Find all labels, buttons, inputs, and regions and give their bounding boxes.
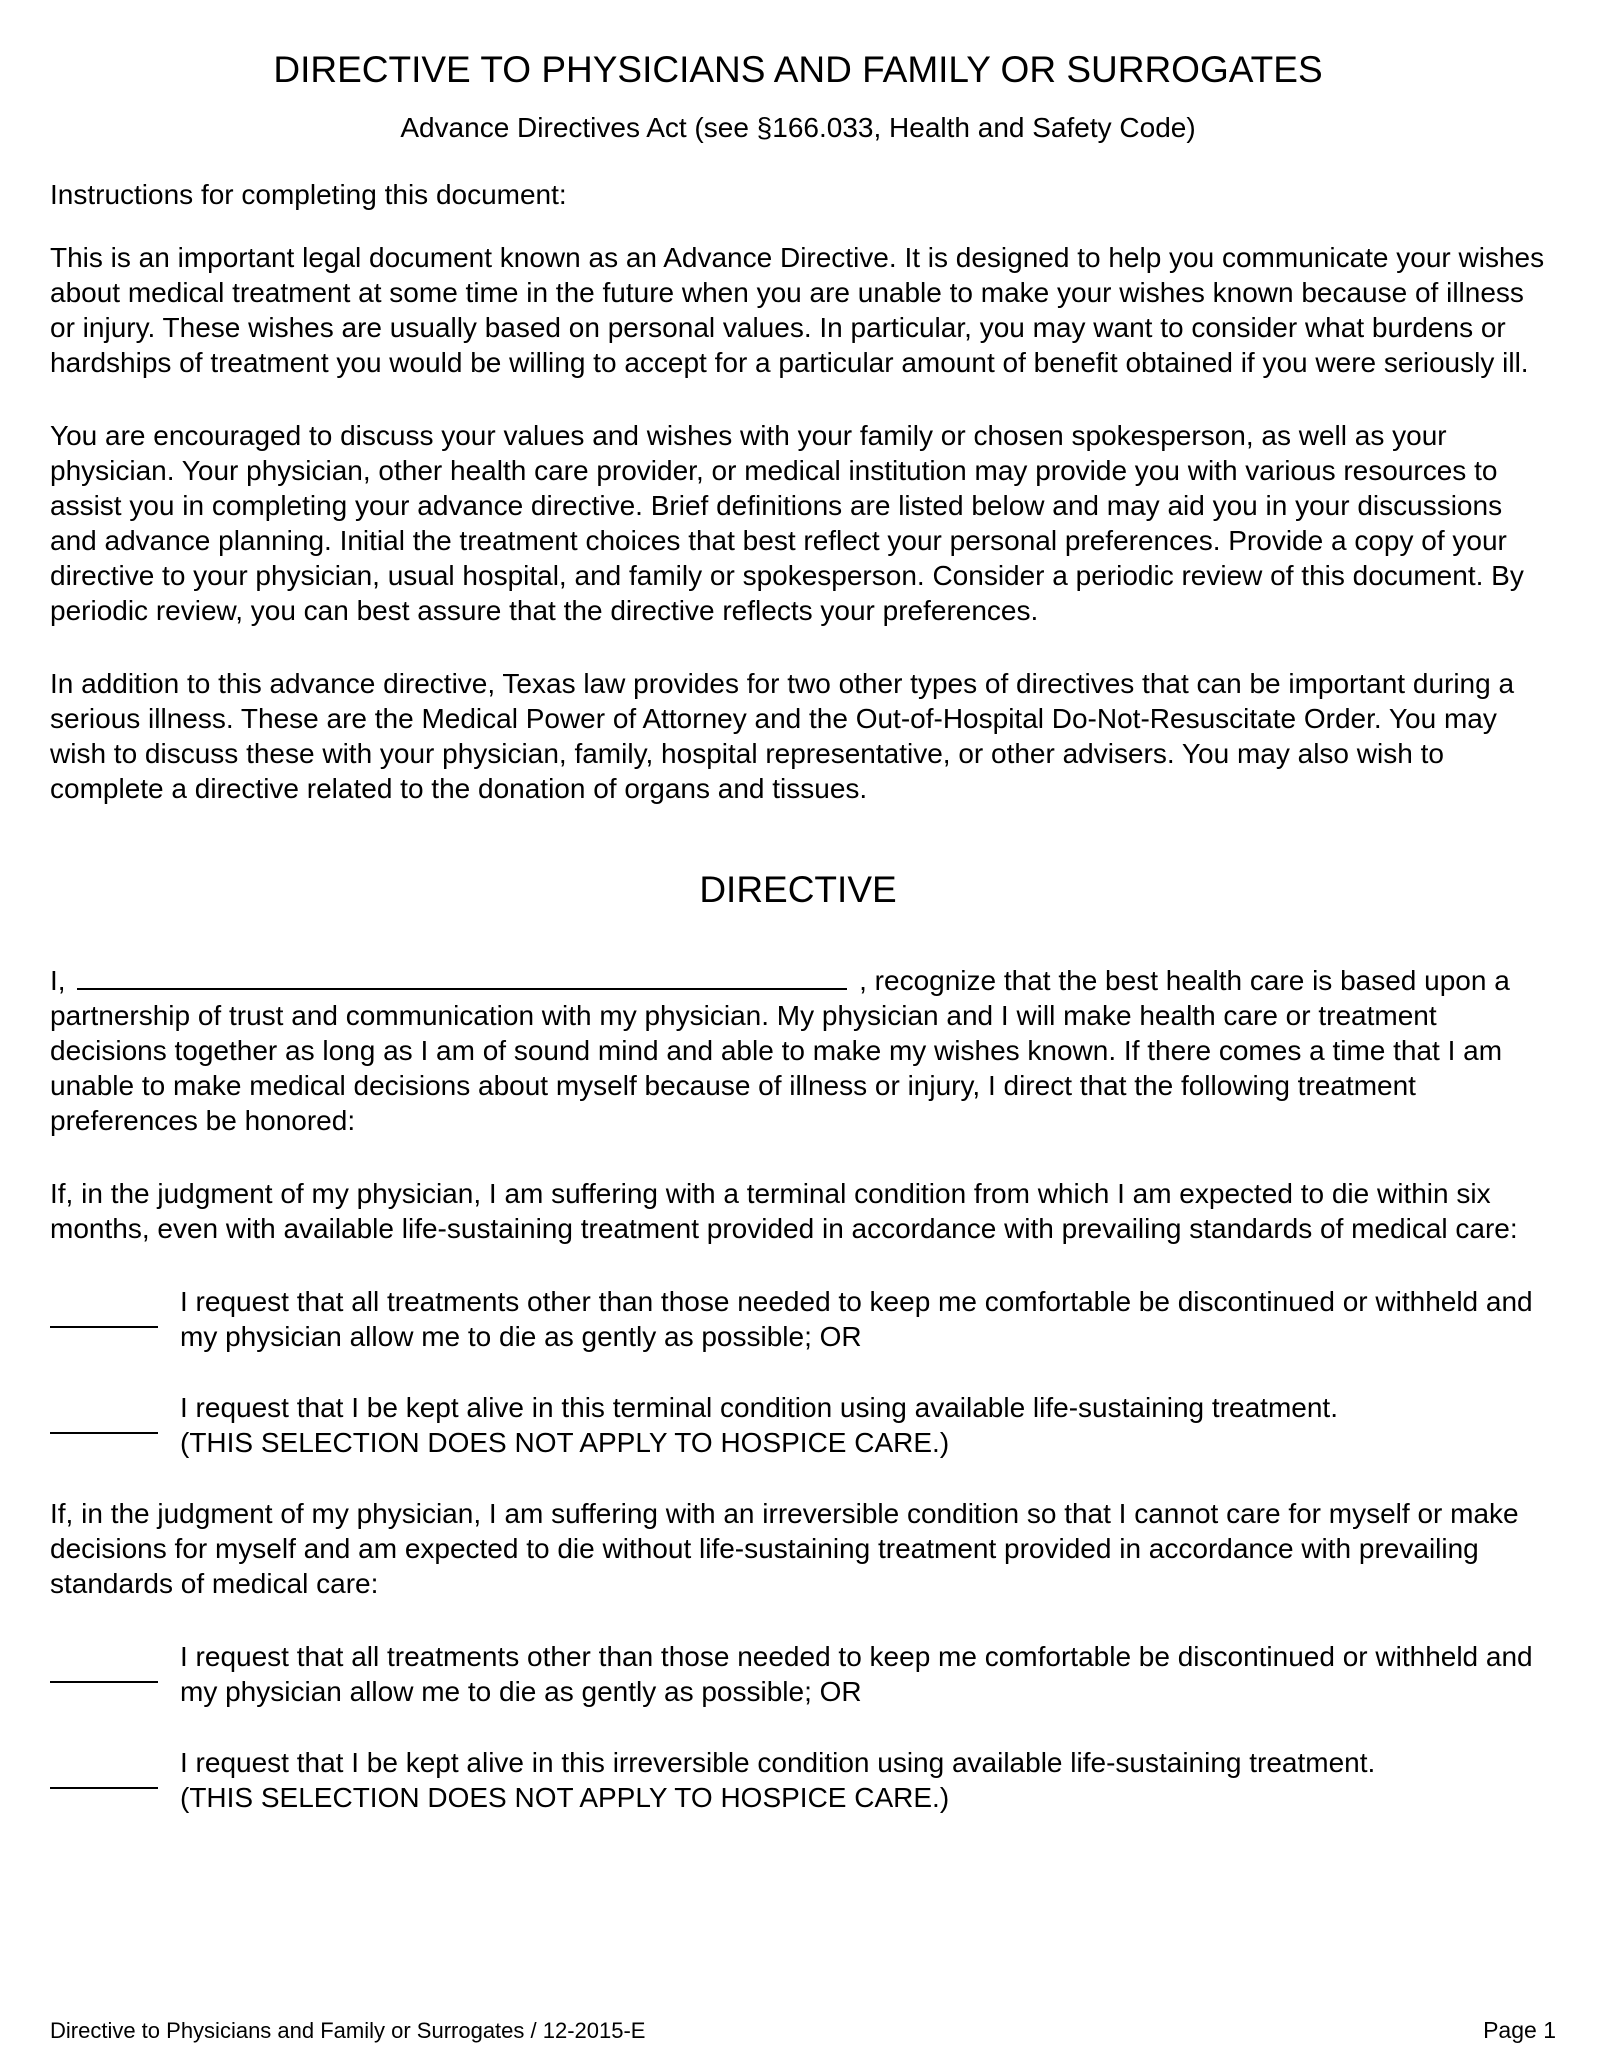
opening-prefix: I, <box>50 965 66 996</box>
initials-field[interactable] <box>50 1284 158 1328</box>
initials-field[interactable] <box>50 1390 158 1434</box>
terminal-option-life-sustain-row <box>50 1390 1546 1460</box>
instructions-label: Instructions for completing this document: <box>50 179 567 210</box>
intro-paragraph-2: You are encouraged to discuss your values and wishes with your family or chosen spokesperson, as well as your physician. Your physician, other health care provider, or medical institution may provide you with various resources to assist you in completing your advance directive. Brief definitions are listed below and may aid you in your discussions and advance planning. Initial the treatment choices that best reflect your personal preferences. Provide a copy of your directive to your physician, usual hospital, and family or spokesperson. Consider a periodic review of this document. By periodic review, you can best assure that the directive reflects your preferences. <box>50 420 1524 626</box>
page-footer <box>50 2017 1556 2044</box>
terminal-condition-lead: If, in the judgment of my physician, I am suffering with a terminal condition from which I am expected to die within six months, even with available life-sustaining treatment provided in accordance with prevailing standards of medical care: <box>50 1178 1518 1244</box>
page-title: DIRECTIVE TO PHYSICIANS AND FAMILY OR SURROGATES <box>273 49 1323 90</box>
hospice-note: (THIS SELECTION DOES NOT APPLY TO HOSPICE CARE.) <box>180 1782 950 1813</box>
irreversible-condition-lead: If, in the judgment of my physician, I am suffering with an irreversible condition so that I cannot care for myself or make decisions for myself and am expected to die without life-sustaining treatment provided in accordance with prevailing standards of medical care: <box>50 1498 1519 1599</box>
option-label: I request that I be kept alive in this irreversible condition using available life-sustaining treatment. <box>180 1747 1376 1778</box>
directive-heading: DIRECTIVE <box>699 869 897 910</box>
footer-document-id: Directive to Physicians and Family or Surrogates / 12-2015-E <box>50 2018 646 2043</box>
irreversible-option-life-sustain-row <box>50 1745 1546 1815</box>
declarant-name-field[interactable] <box>77 960 847 990</box>
intro-paragraph-1: This is an important legal document known as an Advance Directive. It is designed to help you communicate your wishes about medical treatment at some time in the future when you are unable to make your wishes known because of illness or injury. These wishes are usually based on personal values. In particular, you may want to consider what burdens or hardships of treatment you would be willing to accept for a particular amount of benefit obtained if you were seriously ill. <box>50 242 1545 378</box>
opening-suffix: , recognize that the best health care is based upon a partnership of trust and communication with my physician. My physician and I will make health care or treatment decisions together as long as I am of sound mind and able to make my wishes known. If there comes a time that I am unable to make medical decisions about myself because of illness or injury, I direct that the following treatment preferences be honored: <box>50 965 1510 1136</box>
initials-field[interactable] <box>50 1639 158 1683</box>
option-label: I request that all treatments other than those needed to keep me comfortable be discontinued or withheld and my physician allow me to die as gently as possible; OR <box>180 1286 1533 1352</box>
hospice-note: (THIS SELECTION DOES NOT APPLY TO HOSPICE CARE.) <box>180 1427 950 1458</box>
option-label: I request that I be kept alive in this terminal condition using available life-sustaining treatment. <box>180 1392 1338 1423</box>
intro-paragraph-3: In addition to this advance directive, Texas law provides for two other types of directives that can be important during a serious illness. These are the Medical Power of Attorney and the Out-of-Hospital Do-Not-Resuscitate Order. You may wish to discuss these with your physician, family, hospital representative, or other advisers. You may also wish to complete a directive related to the donation of organs and tissues. <box>50 668 1515 804</box>
irreversible-option-comfort-row <box>50 1639 1546 1709</box>
terminal-option-comfort-row <box>50 1284 1546 1354</box>
subtitle: Advance Directives Act (see §166.033, Health and Safety Code) <box>400 112 1196 143</box>
option-label: I request that all treatments other than those needed to keep me comfortable be discontinued or withheld and my physician allow me to die as gently as possible; OR <box>180 1641 1533 1707</box>
initials-field[interactable] <box>50 1745 158 1789</box>
option-text <box>180 1284 1546 1354</box>
footer-page-number: Page 1 <box>1483 2017 1556 2043</box>
option-text <box>180 1390 1546 1460</box>
option-text <box>180 1745 1546 1815</box>
option-text <box>180 1639 1546 1709</box>
directive-opening-paragraph <box>50 960 1546 1138</box>
